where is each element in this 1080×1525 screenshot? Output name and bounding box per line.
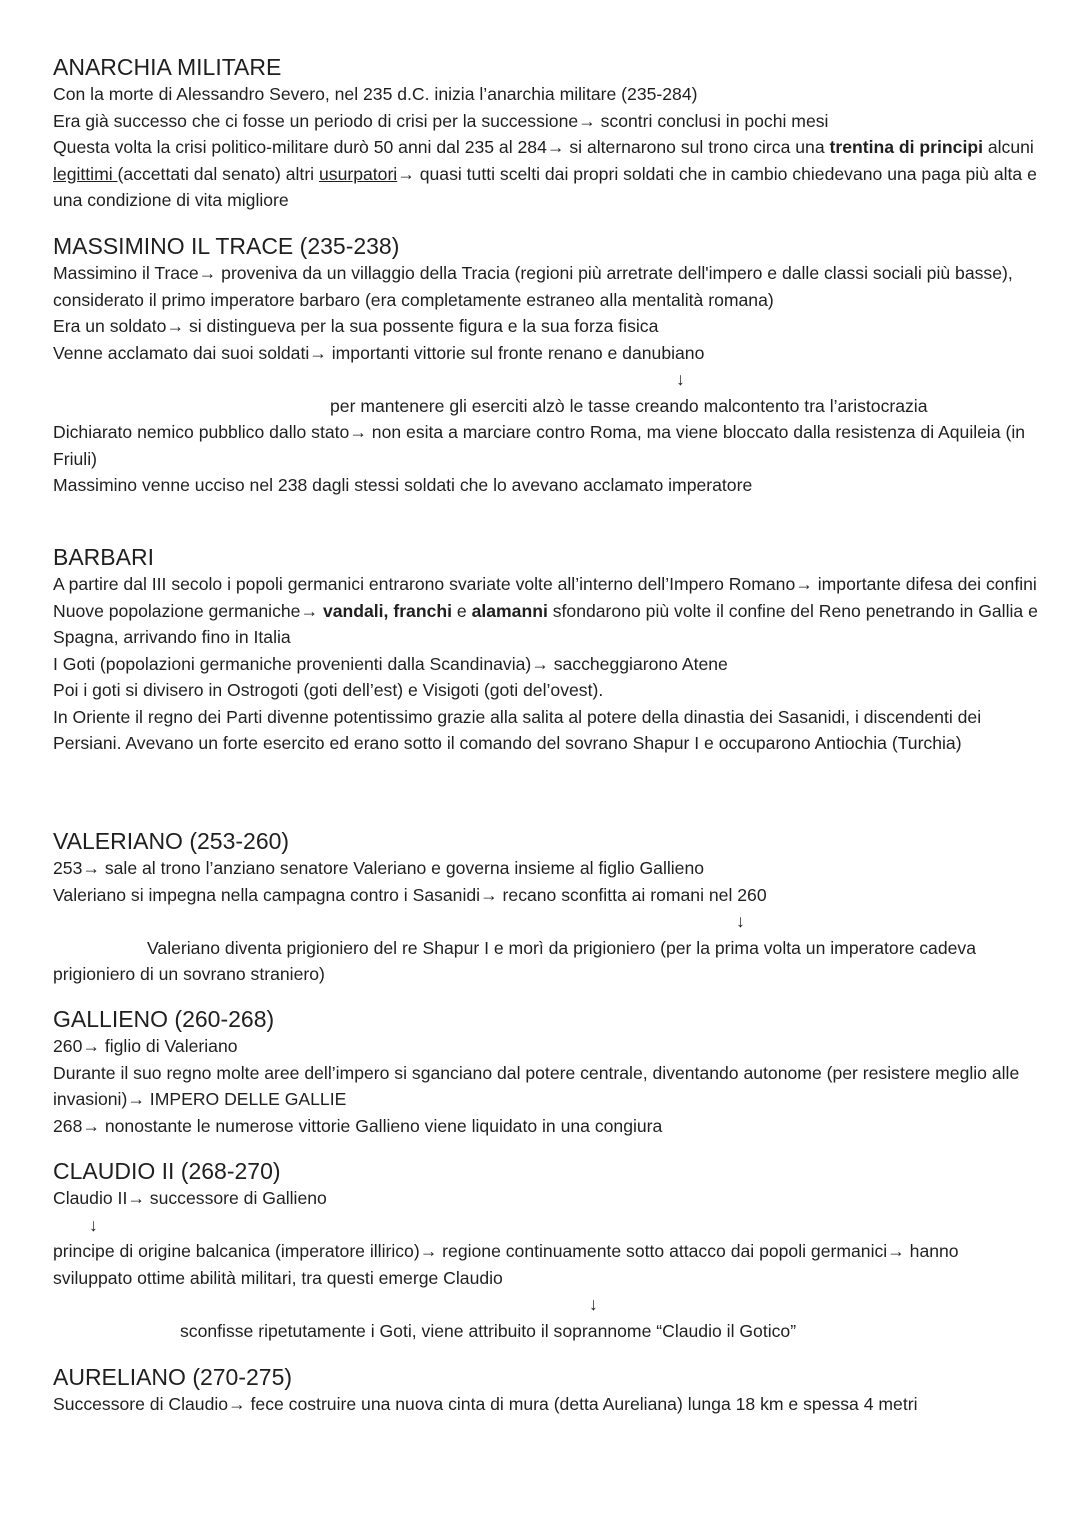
underlined-text: usurpatori	[318, 163, 398, 184]
bold-text: alamanni	[471, 600, 548, 621]
section-title: CLAUDIO II (268-270)	[53, 1158, 281, 1184]
paragraph: I Goti (popolazioni germaniche provenienti dalla Scandinavia)→ saccheggiarono Atene	[53, 653, 728, 674]
paragraph: 260→ figlio di Valeriano	[53, 1036, 238, 1056]
paragraph	[53, 598, 1038, 651]
paragraph: A partire dal III secolo i popoli germanici entrarono svariate volte all’interno dell’Impero Romano→ importante difesa dei confini	[53, 574, 1037, 594]
paragraph: Valeriano si impegna nella campagna contro i Sasanidi→ recano sconfitta ai romani nel 260	[53, 884, 767, 905]
section-anarchia-militare	[53, 53, 1038, 214]
paragraph: Con la morte di Alessandro Severo, nel 235 d.C. inizia l’anarchia militare (235-284)	[53, 84, 698, 104]
paragraph: Claudio II→ successore di Gallieno	[53, 1188, 327, 1208]
paragraph: Massimino venne ucciso nel 238 dagli stessi soldati che lo avevano acclamato imperatore	[53, 475, 753, 495]
paragraph: principe di origine balcanica (imperatore illirico)→ regione continuamente sotto attacco dai popoli germanici→ hanno sviluppato ottime abilità militari, tra questi emerge Claudio	[53, 1241, 959, 1288]
paragraph: Massimino il Trace→ proveniva da un villaggio della Tracia (regioni più arretrate dell'impero e dalle classi sociali più basse), considerato il primo imperatore barbaro (era completamente estraneo alla mentalità romana)	[53, 263, 1013, 310]
section-barbari	[53, 543, 1038, 757]
text-run: → quasi tutti scelti dai propri soldati che in cambio chiedevano una paga più alta e una condizione di vita migliore	[53, 163, 1037, 210]
section-valeriano	[53, 827, 1038, 988]
section-massimino-il-trace	[53, 232, 1038, 499]
section-gallieno	[53, 1005, 1038, 1139]
text-run: Questa volta la crisi politico-militare durò 50 anni dal 235 al 284→ si alternarono sul trono circa una	[53, 137, 830, 157]
down-arrow-icon: ↓	[89, 1214, 98, 1235]
paragraph: 253→ sale al trono l’anziano senatore Valeriano e governa insieme al figlio Gallieno	[53, 858, 705, 878]
text-run: e	[452, 600, 472, 621]
text-run: alcuni	[982, 137, 1034, 157]
text-run: Nuove popolazione germaniche→	[53, 600, 323, 621]
paragraph: 268→ nonostante le numerose vittorie Gallieno viene liquidato in una congiura	[53, 1115, 663, 1136]
section-title: VALERIANO (253-260)	[53, 828, 290, 854]
paragraph: Successore di Claudio→ fece costruire una nuova cinta di mura (detta Aureliana) lunga 18 km e spessa 4 metri	[53, 1394, 918, 1414]
paragraph: per mantenere gli eserciti alzò le tasse creando malcontento tra l’aristocrazia	[330, 395, 928, 416]
section-title: BARBARI	[53, 544, 154, 570]
section-title: ANARCHIA MILITARE	[53, 54, 282, 80]
paragraph	[53, 134, 1038, 214]
paragraph: In Oriente il regno dei Parti divenne potentissimo grazie alla salita al potere della dinastia dei Sasanidi, i discendenti dei Persiani. Avevano un forte esercito ed erano sotto il comando del sovrano Shapur I e occuparono Antiochia (Turchia)	[53, 706, 982, 753]
paragraph: sconfisse ripetutamente i Goti, viene attribuito il soprannome “Claudio il Gotico”	[180, 1320, 797, 1341]
down-arrow-icon: ↓	[589, 1294, 598, 1314]
section-title: MASSIMINO IL TRACE (235-238)	[53, 233, 400, 259]
paragraph: Dichiarato nemico pubblico dallo stato→ non esita a marciare contro Roma, ma viene bloccato dalla resistenza di Aquileia (in Friuli)	[53, 422, 1026, 469]
paragraph: Era già successo che ci fosse un periodo di crisi per la successione→ scontri conclusi in pochi mesi	[53, 110, 829, 131]
section-title: GALLIENO (260-268)	[53, 1006, 275, 1032]
text-run: sfondarono più volte il confine del Reno penetrando in Gallia e Spagna, arrivando fino in Italia	[53, 600, 1038, 647]
paragraph: Venne acclamato dai suoi soldati→ importanti vittorie sul fronte renano e danubiano	[53, 342, 705, 363]
underlined-text: legittimi	[53, 163, 118, 184]
paragraph: Era un soldato→ si distingueva per la sua possente figura e la sua forza fisica	[53, 316, 659, 336]
down-arrow-icon: ↓	[736, 911, 745, 931]
paragraph: Durante il suo regno molte aree dell’impero si sganciano dal potere centrale, diventando autonome (per resistere meglio alle invasioni)→ IMPERO DELLE GALLIE	[53, 1062, 1020, 1109]
paragraph: Valeriano diventa prigioniero del re Shapur I e morì da prigioniero (per la prima volta un imperatore cadeva prigioniero di un sovrano straniero)	[53, 937, 976, 984]
paragraph: Poi i goti si divisero in Ostrogoti (goti dell’est) e Visigoti (goti del’ovest).	[53, 680, 604, 700]
down-arrow-icon: ↓	[676, 369, 685, 389]
bold-text: trentina di principi	[829, 137, 983, 157]
section-title: AURELIANO (270-275)	[53, 1364, 293, 1390]
section-claudio-ii	[53, 1157, 1038, 1344]
bold-text: vandali, franchi	[322, 600, 452, 621]
text-run: (accettati dal senato) altri	[117, 163, 319, 184]
section-aureliano	[53, 1363, 1038, 1418]
